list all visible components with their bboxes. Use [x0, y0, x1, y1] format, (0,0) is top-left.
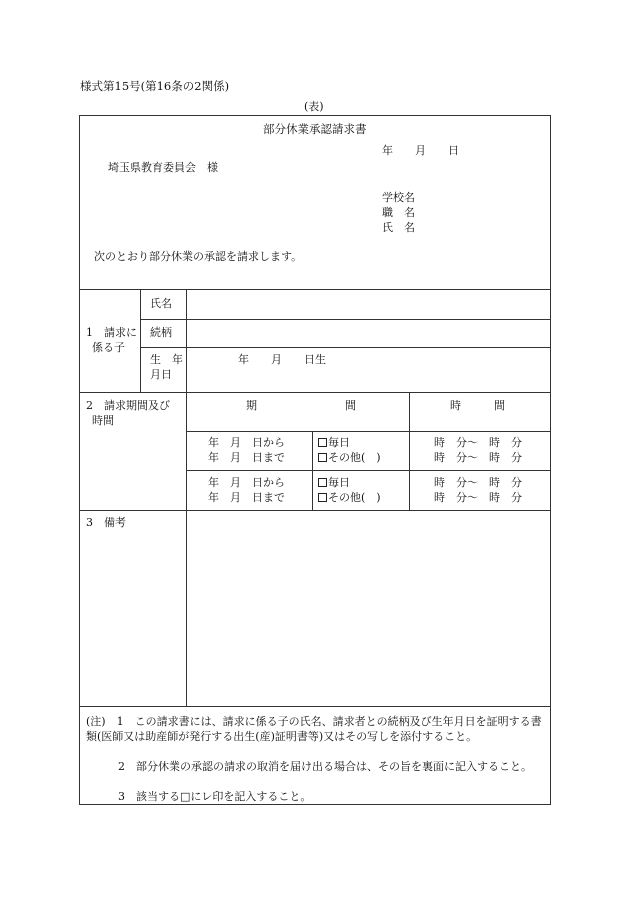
divider-header [80, 289, 550, 290]
remarks-label: 3 備考 [86, 516, 126, 529]
form-number: 様式第15号(第16条の2関係) [80, 79, 230, 93]
date-line[interactable]: 年 月 日 [382, 144, 459, 157]
child-section-label: 1 請求に [86, 326, 137, 339]
child-birth-label: 生 年 [150, 353, 183, 366]
period-header: 期 間 [246, 399, 356, 412]
period-from[interactable]: 年 月 日から [208, 476, 285, 489]
child-birth-value[interactable]: 年 月 日生 [238, 353, 326, 366]
time-header: 時 間 [450, 399, 505, 412]
time-range[interactable]: 時 分～ 時 分 [434, 476, 522, 489]
position-label: 職 名 [382, 206, 415, 219]
child-name-label: 氏名 [150, 297, 172, 310]
divider-time-column [409, 392, 410, 510]
child-section-label-2: 係る子 [92, 341, 125, 354]
divider-child-label [140, 289, 141, 392]
period-section-label: 2 請求期間及び [86, 399, 170, 412]
child-birth-label-2: 月日 [150, 368, 172, 381]
form-title: 部分休業承認請求書 [263, 122, 367, 136]
checkbox-icon[interactable] [318, 453, 327, 462]
side-label: (表) [304, 100, 324, 113]
divider-period-row [186, 470, 550, 471]
time-range[interactable]: 時 分～ 時 分 [434, 491, 522, 504]
note-1: (注) 1 この請求書には、請求に係る子の氏名、請求者との続柄及び生年月日を証明する書類(医師又は助産師が発行する出生(産)証明書等)又はその写しを添付すること。 [86, 715, 542, 743]
name-label: 氏 名 [382, 221, 415, 234]
note-3: 3 該当する□にレ印を記入すること。 [118, 790, 312, 803]
time-range[interactable]: 時 分～ 時 分 [434, 451, 522, 464]
divider-period-header [186, 431, 550, 432]
checkbox-icon[interactable] [318, 493, 327, 502]
request-form [79, 115, 551, 805]
option-other[interactable]: その他( ) [318, 491, 381, 505]
divider-child-name [140, 319, 550, 320]
option-daily[interactable]: 毎日 [318, 436, 350, 450]
divider-remarks [80, 706, 550, 707]
divider-child-relation [140, 347, 550, 348]
request-text: 次のとおり部分休業の承認を請求します。 [94, 250, 303, 263]
time-range[interactable]: 時 分～ 時 分 [434, 436, 522, 449]
period-to[interactable]: 年 月 日まで [208, 451, 285, 464]
child-relation-label: 続柄 [150, 326, 172, 339]
remarks-field[interactable] [187, 511, 549, 705]
checkbox-icon[interactable] [318, 478, 327, 487]
divider-period-option [312, 431, 313, 510]
period-to[interactable]: 年 月 日まで [208, 491, 285, 504]
period-section-label-2: 時間 [92, 414, 114, 427]
school-label: 学校名 [382, 191, 415, 204]
addressee: 埼玉県教育委員会 様 [108, 161, 218, 174]
option-other[interactable]: その他( ) [318, 451, 381, 465]
checkbox-icon[interactable] [318, 438, 327, 447]
period-from[interactable]: 年 月 日から [208, 436, 285, 449]
divider-child-section [80, 392, 550, 393]
note-2: 2 部分休業の承認の請求の取消を届け出る場合は、その旨を裏面に記入すること。 [118, 760, 532, 773]
option-daily[interactable]: 毎日 [318, 476, 350, 490]
